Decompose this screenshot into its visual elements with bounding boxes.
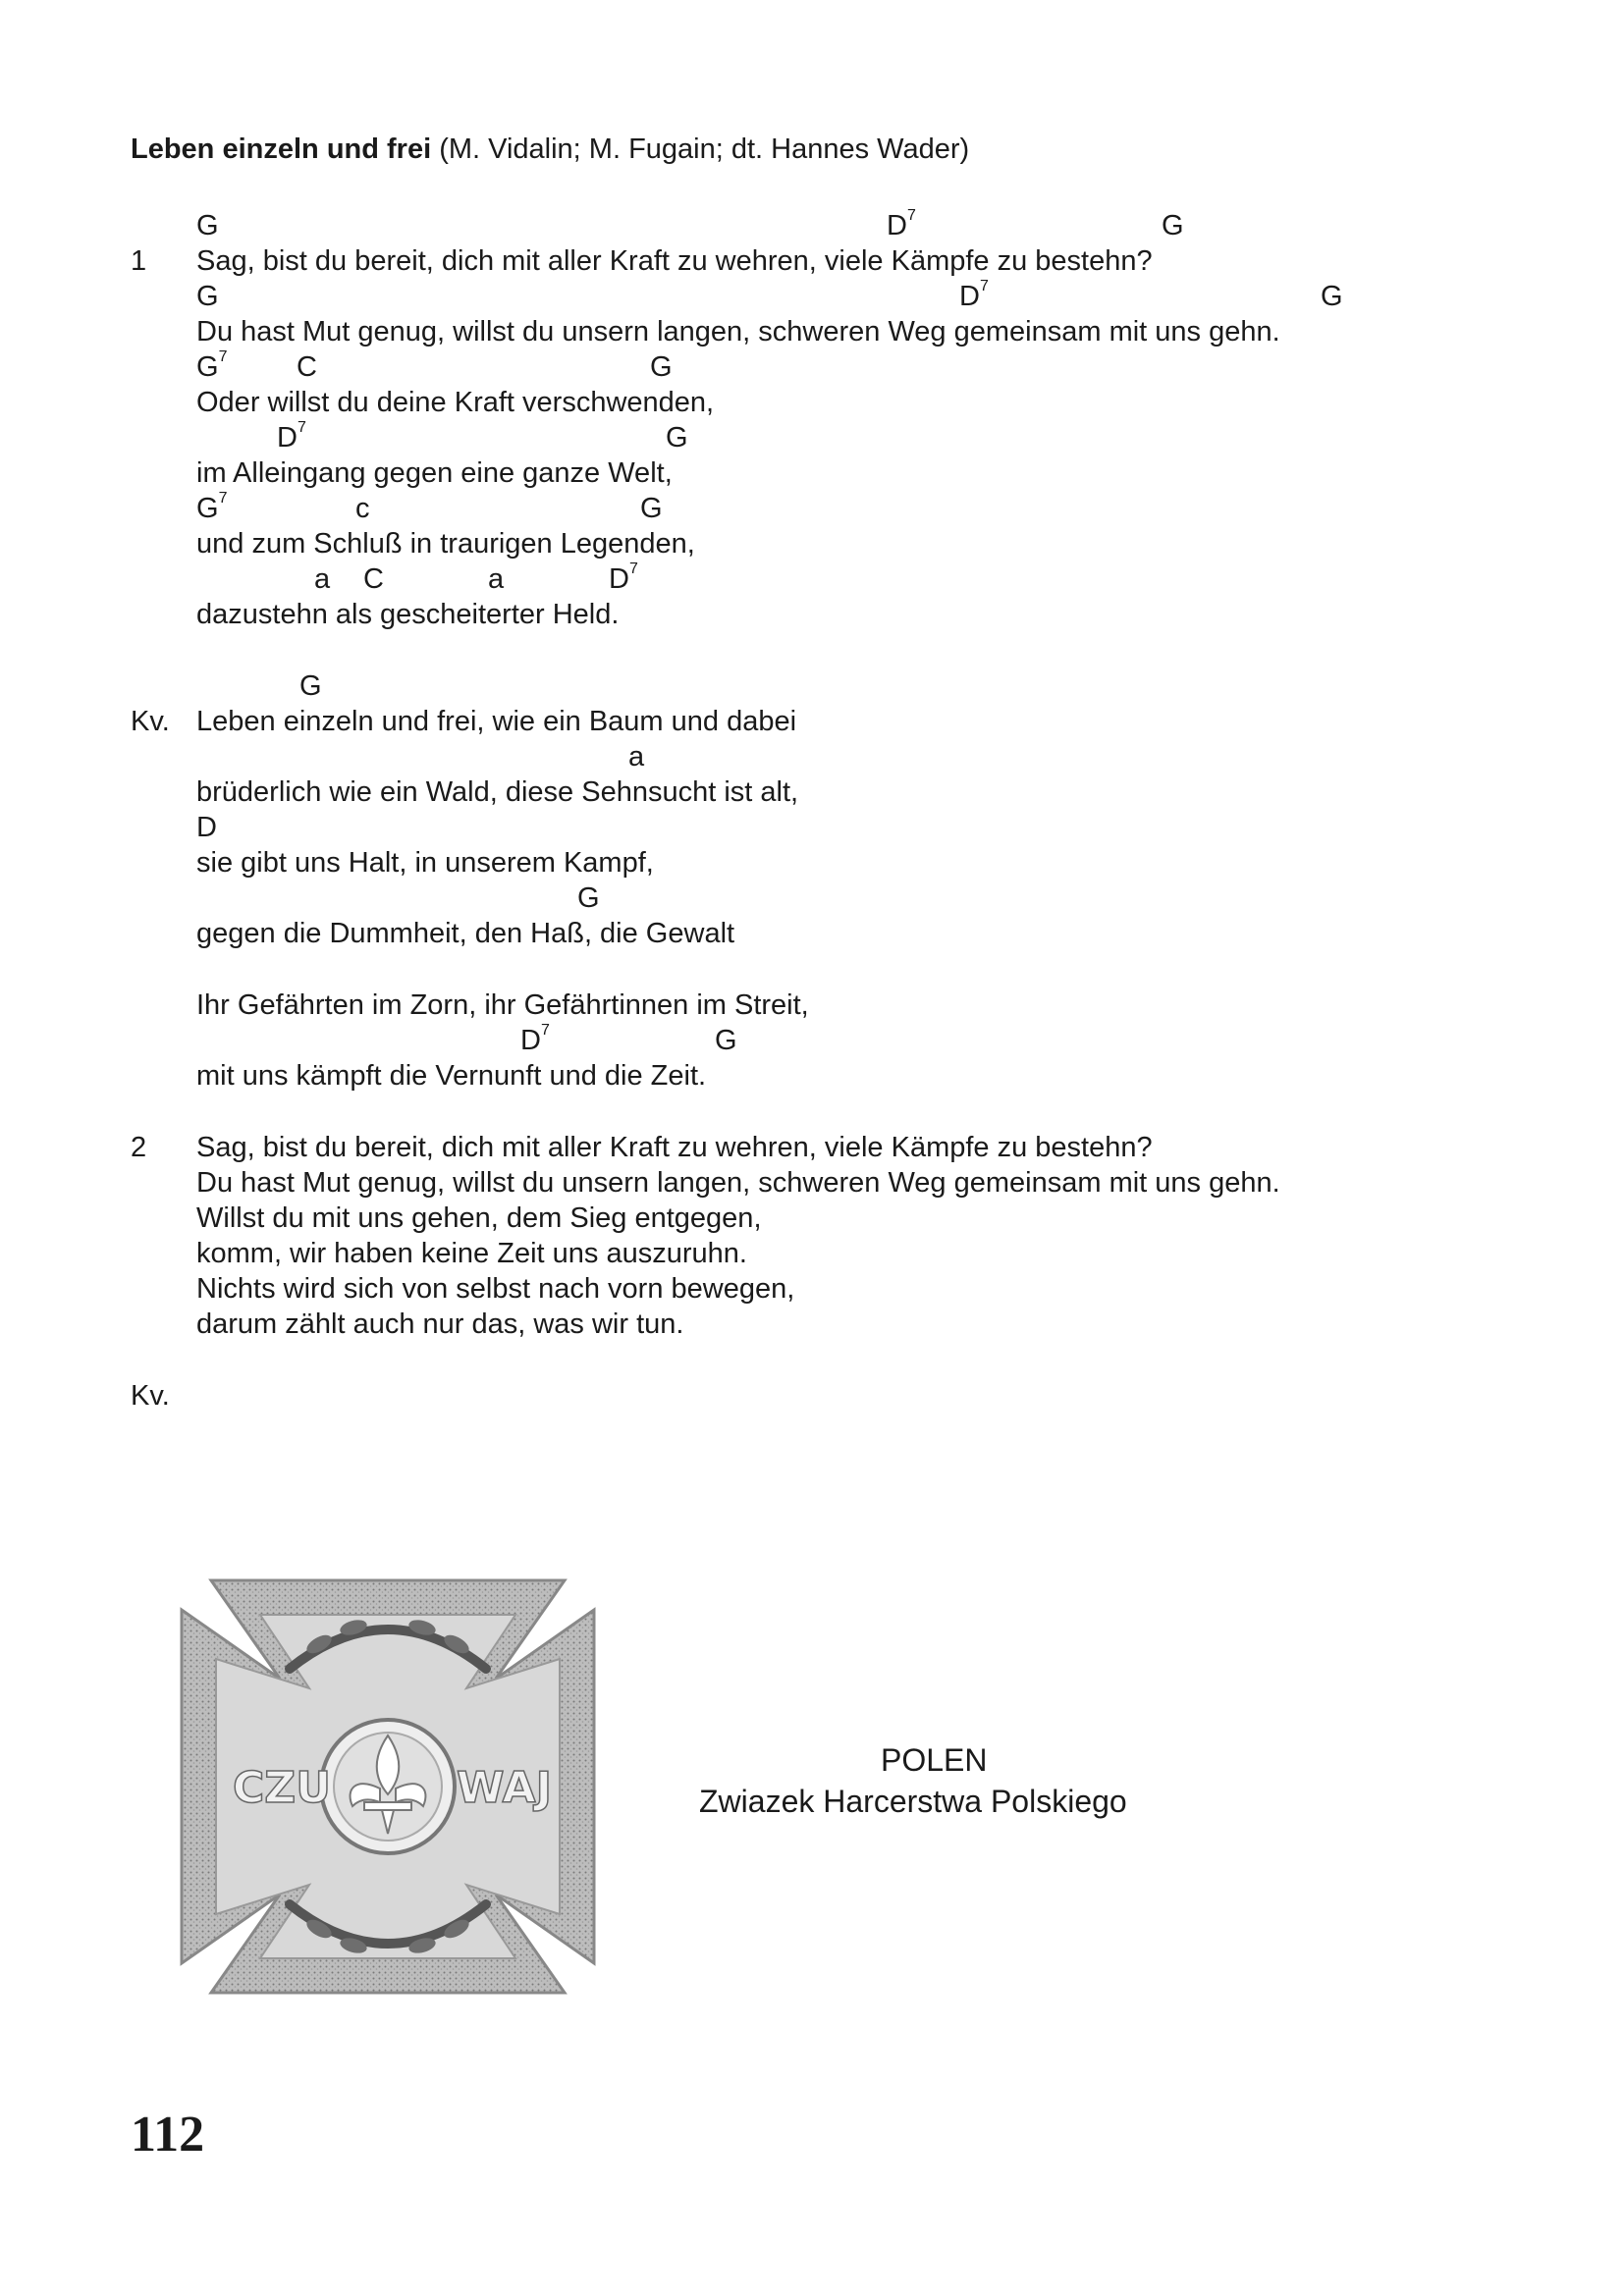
chord: c [355, 493, 370, 524]
chord-line [0, 278, 1623, 316]
lyric-line [0, 245, 1623, 281]
chord-line [0, 670, 1623, 706]
chord: $D^7$ [887, 207, 916, 241]
chord: G [640, 493, 663, 524]
lyric-text: und zum Schluß in traurigen Legenden, [196, 528, 695, 560]
chord: G [1162, 210, 1184, 241]
verse-label: 2 [131, 1132, 147, 1163]
lyric-line [0, 457, 1623, 493]
lyric-text: darum zählt auch nur das, was wir tun. [196, 1308, 684, 1340]
lyric-line [0, 1132, 1623, 1167]
verse-label: Kv. [131, 1380, 170, 1412]
lyric-text: Sag, bist du bereit, dich mit aller Kraft zu wehren, viele Kämpfe zu bestehn? [196, 1132, 1153, 1163]
emblem-text-right: WAJ [457, 1763, 552, 1813]
lyric-text: Sag, bist du bereit, dich mit aller Kraft zu wehren, viele Kämpfe zu bestehn? [196, 245, 1153, 277]
lyric-line [0, 1308, 1623, 1344]
song-title-line [131, 133, 969, 166]
page-number: 112 [131, 2107, 205, 2163]
chord: a [314, 563, 331, 595]
lyric-line [0, 989, 1623, 1025]
lyric-text: gegen die Dummheit, den Haß, die Gewalt [196, 918, 735, 949]
lyric-text: im Alleingang gegen eine ganze Welt, [196, 457, 673, 489]
lyric-text: Du hast Mut genug, willst du unsern langen, schweren Weg gemeinsam mit uns gehn. [196, 316, 1280, 347]
chord: $D^7$ [609, 561, 638, 595]
caption-country: POLEN [881, 1742, 988, 1778]
caption-organization: Zwiazek Harcerstwa Polskiego [699, 1784, 1127, 1819]
emblem-text-left: CZU [233, 1763, 331, 1813]
lyric-line [0, 1380, 1623, 1415]
lyric-line [0, 599, 1623, 634]
lyric-line [0, 1202, 1623, 1238]
lyric-text: dazustehn als gescheiterter Held. [196, 599, 620, 630]
chord: G [577, 882, 600, 914]
chord-line [0, 563, 1623, 599]
chord-line [0, 882, 1623, 918]
chord: G [196, 210, 219, 241]
lyric-text: Ihr Gefährten im Zorn, ihr Gefährtinnen im Streit, [196, 989, 809, 1021]
chord-line [0, 812, 1623, 847]
lyric-line [0, 776, 1623, 812]
lyric-text: Nichts wird sich von selbst nach vorn bewegen, [196, 1273, 795, 1305]
chord-line [0, 348, 1623, 387]
lyric-text: mit uns kämpft die Vernunft und die Zeit. [196, 1060, 707, 1092]
verse-label: 1 [131, 245, 147, 277]
lyric-line [0, 1273, 1623, 1308]
chord: G [1321, 281, 1343, 312]
chord: G [715, 1025, 737, 1056]
chord: G [650, 351, 673, 383]
lyric-line [0, 528, 1623, 563]
chord: a [488, 563, 505, 595]
chord-line [0, 419, 1623, 457]
chord: C [363, 563, 384, 595]
chord: G [666, 422, 688, 454]
lyric-text: komm, wir haben keine Zeit uns auszuruhn. [196, 1238, 747, 1269]
lyric-line [0, 706, 1623, 741]
chord: $D^7$ [959, 278, 989, 312]
lyric-line [0, 316, 1623, 351]
chord: C [297, 351, 317, 383]
chord-line [0, 490, 1623, 528]
lyric-text: brüderlich wie ein Wald, diese Sehnsucht ist alt, [196, 776, 799, 808]
chord: $G^7$ [196, 490, 228, 524]
lyric-line [0, 1060, 1623, 1095]
lyric-line [0, 387, 1623, 422]
lyric-line [0, 1167, 1623, 1202]
lyric-line [0, 1238, 1623, 1273]
lyric-text: Oder willst du deine Kraft verschwenden, [196, 387, 715, 418]
lyric-text: sie gibt uns Halt, in unserem Kampf, [196, 847, 654, 879]
chord: $D^7$ [520, 1022, 550, 1056]
lyric-text: Leben einzeln und frei, wie ein Baum und dabei [196, 706, 797, 737]
song-credits: (M. Vidalin; M. Fugain; dt. Hannes Wader) [439, 133, 970, 165]
chord: G [196, 281, 219, 312]
chord-line [0, 207, 1623, 245]
chord: $D^7$ [277, 419, 306, 454]
chord: G [299, 670, 322, 702]
lyric-line [0, 918, 1623, 953]
chord: $G^7$ [196, 348, 228, 383]
lyric-text: Willst du mit uns gehen, dem Sieg entgegen, [196, 1202, 762, 1234]
lyric-line [0, 847, 1623, 882]
chord: a [628, 741, 645, 773]
song-title: Leben einzeln und frei [131, 133, 432, 165]
chord-line [0, 741, 1623, 776]
verse-label: Kv. [131, 706, 170, 737]
chord: D [196, 812, 217, 843]
chord-line [0, 1022, 1623, 1060]
lyric-text: Du hast Mut genug, willst du unsern langen, schweren Weg gemeinsam mit uns gehn. [196, 1167, 1280, 1199]
scout-cross-emblem [172, 1571, 604, 2002]
